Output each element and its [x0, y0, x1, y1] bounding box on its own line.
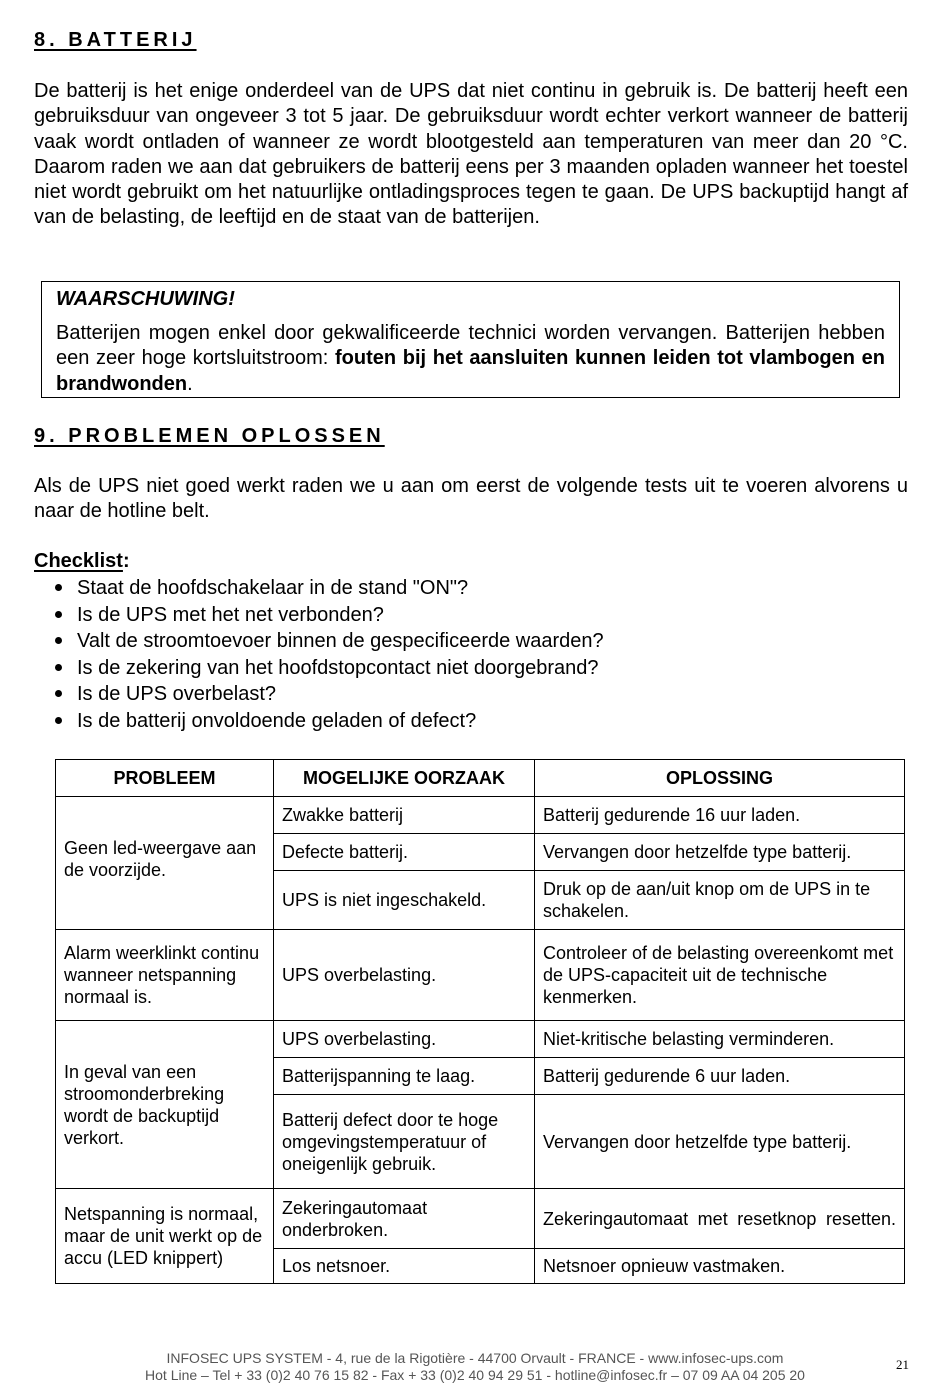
- checklist-item: Is de batterij onvoldoende geladen of defect?: [52, 708, 604, 735]
- cause-cell: UPS overbelasting.: [274, 1021, 535, 1058]
- header-probleem: PROBLEEM: [56, 760, 274, 797]
- warning-text: [56, 321, 885, 397]
- solution-cell: Druk op de aan/uit knop om de UPS in te schakelen.: [535, 871, 905, 930]
- problem-cell: Netspanning is normaal, maar de unit werkt op de accu (LED knippert): [56, 1189, 274, 1284]
- troubleshooting-intro: Als de UPS niet goed werkt raden we u aan om eerst de volgende tests uit te voeren alvorens u naar de hotline belt.: [34, 475, 908, 523]
- solution-cell: Netsnoer opnieuw vastmaken.: [535, 1249, 905, 1284]
- table-header-row: [56, 760, 905, 797]
- problem-cell: Geen led-weergave aan de voorzijde.: [56, 797, 274, 930]
- header-mogelijke-oorzaak: MOGELIJKE OORZAAK: [274, 760, 535, 797]
- cause-cell: Zwakke batterij: [274, 797, 535, 834]
- checklist-item: Valt de stroomtoevoer binnen de gespecificeerde waarden?: [52, 628, 604, 655]
- header-oplossing: OPLOSSING: [535, 760, 905, 797]
- cause-cell: Zekeringautomaat onderbroken.: [274, 1189, 535, 1249]
- checklist-title: [34, 549, 130, 574]
- checklist-title-colon: :: [122, 550, 130, 572]
- battery-paragraph: De batterij is het enige onderdeel van de UPS dat niet continu in gebruik is. De batterij heeft een gebruiksduur van ongeveer 3 tot 5 jaar. De gebruiksduur wordt echter verkort wanneer de batterij vaak wordt ontladen of wanneer ze wordt blootgesteld aan temperaturen van meer dan 20 °C. Daarom raden we aan dat gebruikers de batterij eens per 3 maanden opladen wanneer het toestel niet wordt gebruikt om het natuurlijke ontladingsproces tegen te gaan. De UPS backuptijd hangt af van de belasting, de leeftijd en de staat van de batterijen.: [34, 80, 908, 229]
- solution-cell: Zekeringautomaat met resetknop resetten.: [535, 1189, 905, 1249]
- section-heading-batterij: 8. BATTERIJ: [34, 29, 197, 51]
- cause-cell: Defecte batterij.: [274, 834, 535, 871]
- checklist-item: Is de UPS overbelast?: [52, 681, 604, 708]
- warning-box: [41, 281, 900, 398]
- checklist-item: Is de zekering van het hoofdstopcontact niet doorgebrand?: [52, 655, 604, 682]
- table-row: [56, 1021, 905, 1058]
- warning-text-end: .: [187, 372, 193, 395]
- solution-cell: Vervangen door hetzelfde type batterij.: [535, 834, 905, 871]
- solution-cell: Vervangen door hetzelfde type batterij.: [535, 1095, 905, 1189]
- problem-cell: In geval van een stroomonderbreking wordt de backuptijd verkort.: [56, 1021, 274, 1189]
- checklist-item: Is de UPS met het net verbonden?: [52, 602, 604, 629]
- warning-text-bold: fouten bij het aansluiten kunnen leiden tot vlambogen en brandwonden: [56, 347, 885, 395]
- solution-cell: Batterij gedurende 16 uur laden.: [535, 797, 905, 834]
- cause-cell: Batterijspanning te laag.: [274, 1058, 535, 1095]
- checklist-item: Staat de hoofdschakelaar in de stand "ON"?: [52, 575, 604, 602]
- table-row: [56, 1189, 905, 1249]
- cause-cell: UPS is niet ingeschakeld.: [274, 871, 535, 930]
- footer-address: INFOSEC UPS SYSTEM - 4, rue de la Rigotière - 44700 Orvault - FRANCE - www.infosec-ups.com: [166, 1350, 784, 1366]
- cause-cell: Los netsnoer.: [274, 1249, 535, 1284]
- solution-cell: Batterij gedurende 6 uur laden.: [535, 1058, 905, 1095]
- footer-contact: Hot Line – Tel + 33 (0)2 40 76 15 82 - Fax + 33 (0)2 40 94 29 51 - hotline@infosec.fr – 07 09 AA 04 205 20: [145, 1367, 805, 1383]
- cause-cell: UPS overbelasting.: [274, 930, 535, 1021]
- checklist-title-text: Checklist: [34, 550, 123, 572]
- table-row: [56, 930, 905, 1021]
- warning-title: WAARSCHUWING!: [56, 288, 235, 310]
- cause-cell: Batterij defect door te hoge omgevingstemperatuur of oneigenlijk gebruik.: [274, 1095, 535, 1189]
- troubleshooting-table: [55, 759, 905, 1284]
- solution-cell: Controleer of de belasting overeenkomt met de UPS-capaciteit uit de technische kenmerken.: [535, 930, 905, 1021]
- section-heading-problemen-oplossen: 9. PROBLEMEN OPLOSSEN: [34, 425, 385, 447]
- warning-text-start: Batterijen mogen enkel door gekwalificeerde technici worden vervangen. Batterijen hebben een zeer hoge kortsluitstroom:: [56, 322, 885, 370]
- page-number: 21: [896, 1357, 909, 1372]
- solution-cell: Niet-kritische belasting verminderen.: [535, 1021, 905, 1058]
- table-row: [56, 797, 905, 834]
- problem-cell: Alarm weerklinkt continu wanneer netspanning normaal is.: [56, 930, 274, 1021]
- checklist: [52, 575, 604, 734]
